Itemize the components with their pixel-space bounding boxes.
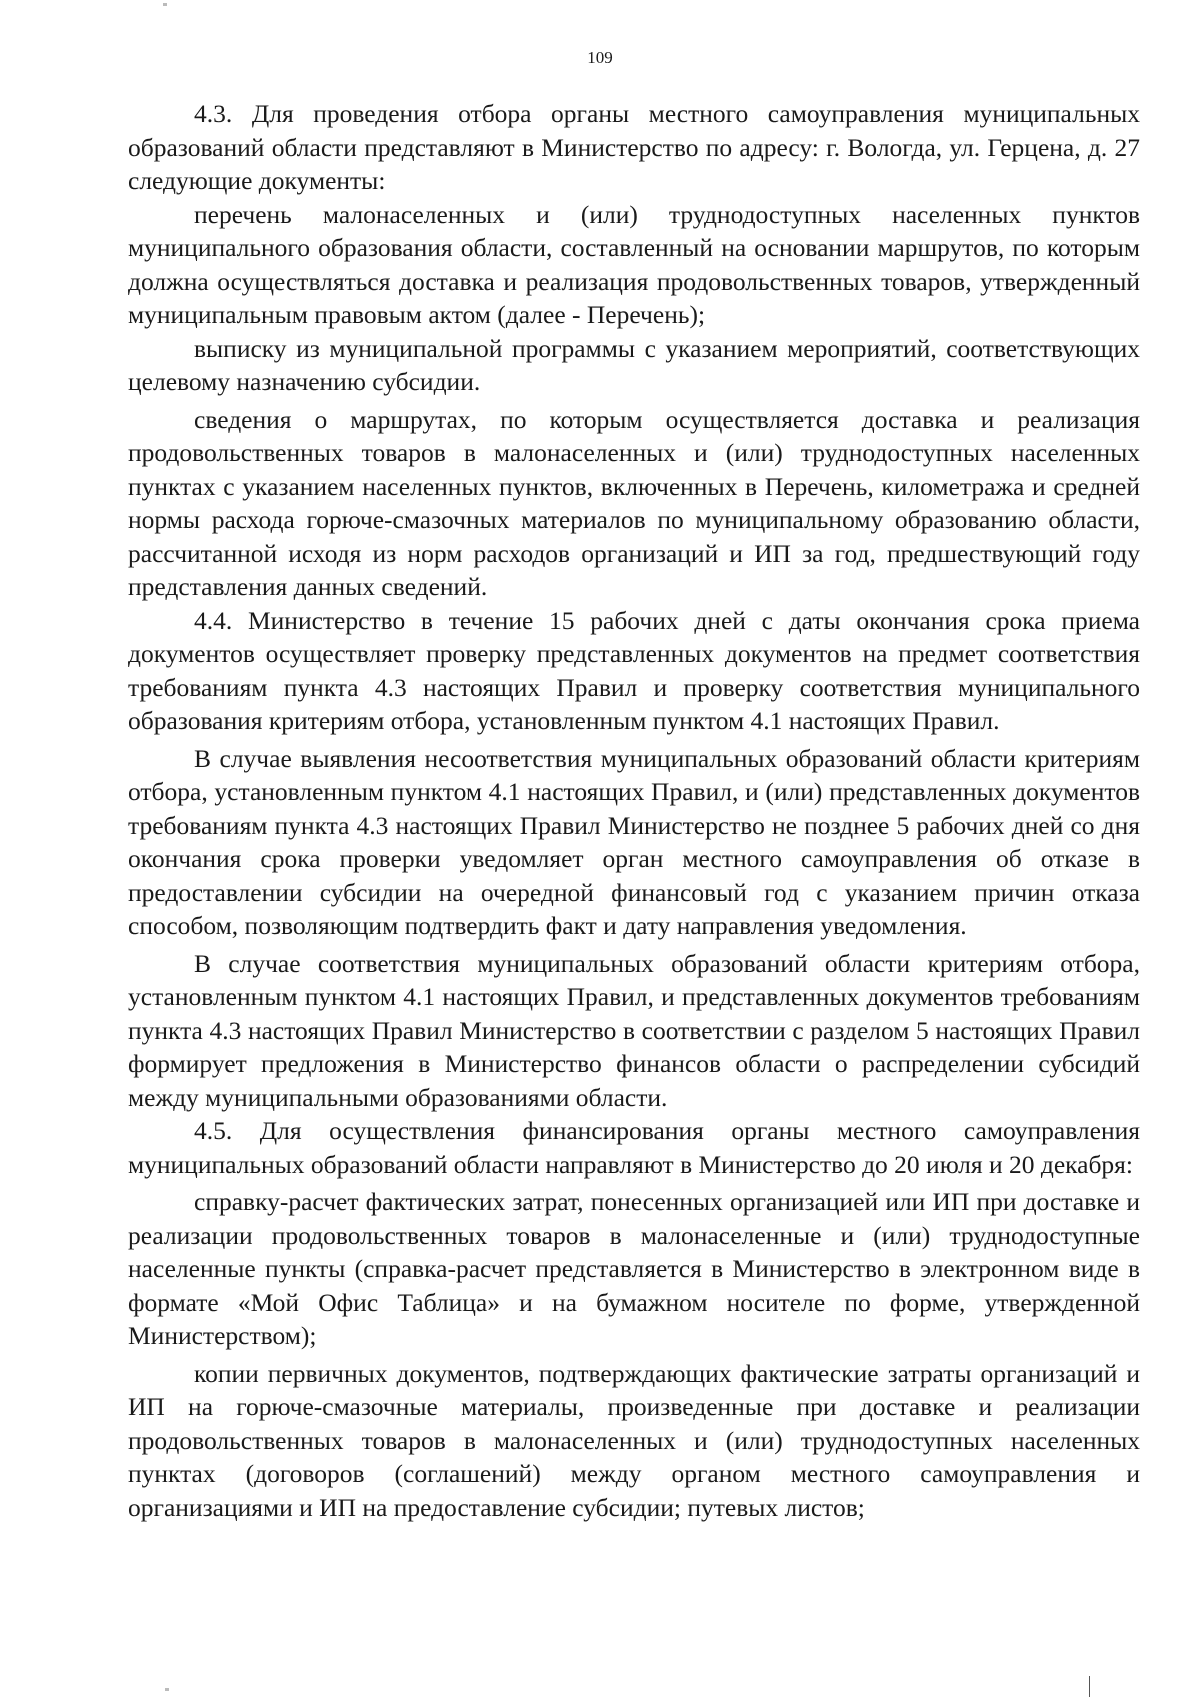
paragraph-list-item-kopii: копии первичных документов, подтверждающих фактические затраты организаций и ИП на горюче-смазочные материалы, произведенные при доставке и реализации продовольственных товаров в малонаселенных и (или) труднодоступных населенных пунктах (договоров (соглашений) между органом местного самоуправления и организациями и ИП на предоставление субсидии; путевых листов; [128,1358,1140,1522]
paragraph-sootvetstvie: В случае соответствия муниципальных образований области критериям отбора, установленным пунктом 4.1 настоящих Правил, и представленных документов требованиям пункта 4.3 настоящих Правил Министерство в соответствии с разделом 5 настоящих Правил формирует предложения в Министерство финансов области о распределении субсидий между муниципальными образованиями области. [128,948,1140,1112]
paragraph-4-3: 4.3. Для проведения отбора органы местного самоуправления муниципальных образований области представляют в Министерство по адресу: г. Вологда, ул. Герцена, д. 27 следующие документы: [128,99,1140,195]
paragraph-4-4: 4.4. Министерство в течение 15 рабочих дней с даты окончания срока приема документов осуществляет проверку представленных документов на предмет соответствия требованиям пункта 4.3 настоящих Правил и проверку соответствия муниципального образования критериям отбора, установленным пунктом 4.1 настоящих Правил. [128,605,1140,735]
document-body [128,97,1140,1524]
paragraph-list-item-svedeniya: сведения о маршрутах, по которым осуществляется доставка и реализация продовольственных товаров в малонаселенных и (или) труднодоступных населенных пунктах с указанием населенных пунктов, включенных в Перечень, километража и средней нормы расхода горюче-смазочных материалов по муниципальному образованию области, рассчитанной исходя из норм расходов организаций и ИП за год, предшествующий году представления данных сведений. [128,404,1140,601]
page-number: 109 [587,48,613,67]
scan-artifact [163,3,167,6]
scan-artifact [165,1688,169,1691]
paragraph-4-5: 4.5. Для осуществления финансирования органы местного самоуправления муниципальных образований области направляют в Министерство до 20 июля и 20 декабря: [128,1116,1140,1179]
paragraph-nesootvetstvie: В случае выявления несоответствия муниципальных образований области критериям отбора, установленным пунктом 4.1 настоящих Правил, и (или) представленных документов требованиям пункта 4.3 настоящих Правил Министерство не позднее 5 рабочих дней со дня окончания срока проверки уведомляет орган местного самоуправления об отказе в предоставлении субсидии на очередной финансовый год с указанием причин отказа способом, позволяющим подтвердить факт и дату направления уведомления. [128,743,1140,940]
paragraph-list-item-vypiska: выписку из муниципальной программы с указанием мероприятий, соответствующих целевому назначению субсидии. [128,333,1140,396]
paragraph-list-item-spravka: справку-расчет фактических затрат, понесенных организацией или ИП при доставке и реализации продовольственных товаров в малонаселенные и (или) труднодоступные населенные пункты (справка-расчет представляется в Министерство в электронном виде в формате «Мой Офис Таблица» и на бумажном носителе по форме, утвержденной Министерством); [128,1187,1140,1350]
paragraph-list-item-perechen: перечень малонаселенных и (или) труднодоступных населенных пунктов муниципального образования области, составленный на основании маршрутов, по которым должна осуществляться доставка и реализация продовольственных товаров, утвержденный муниципальным правовым актом (далее - Перечень); [128,199,1140,329]
scan-edge-mark [1089,1676,1090,1697]
